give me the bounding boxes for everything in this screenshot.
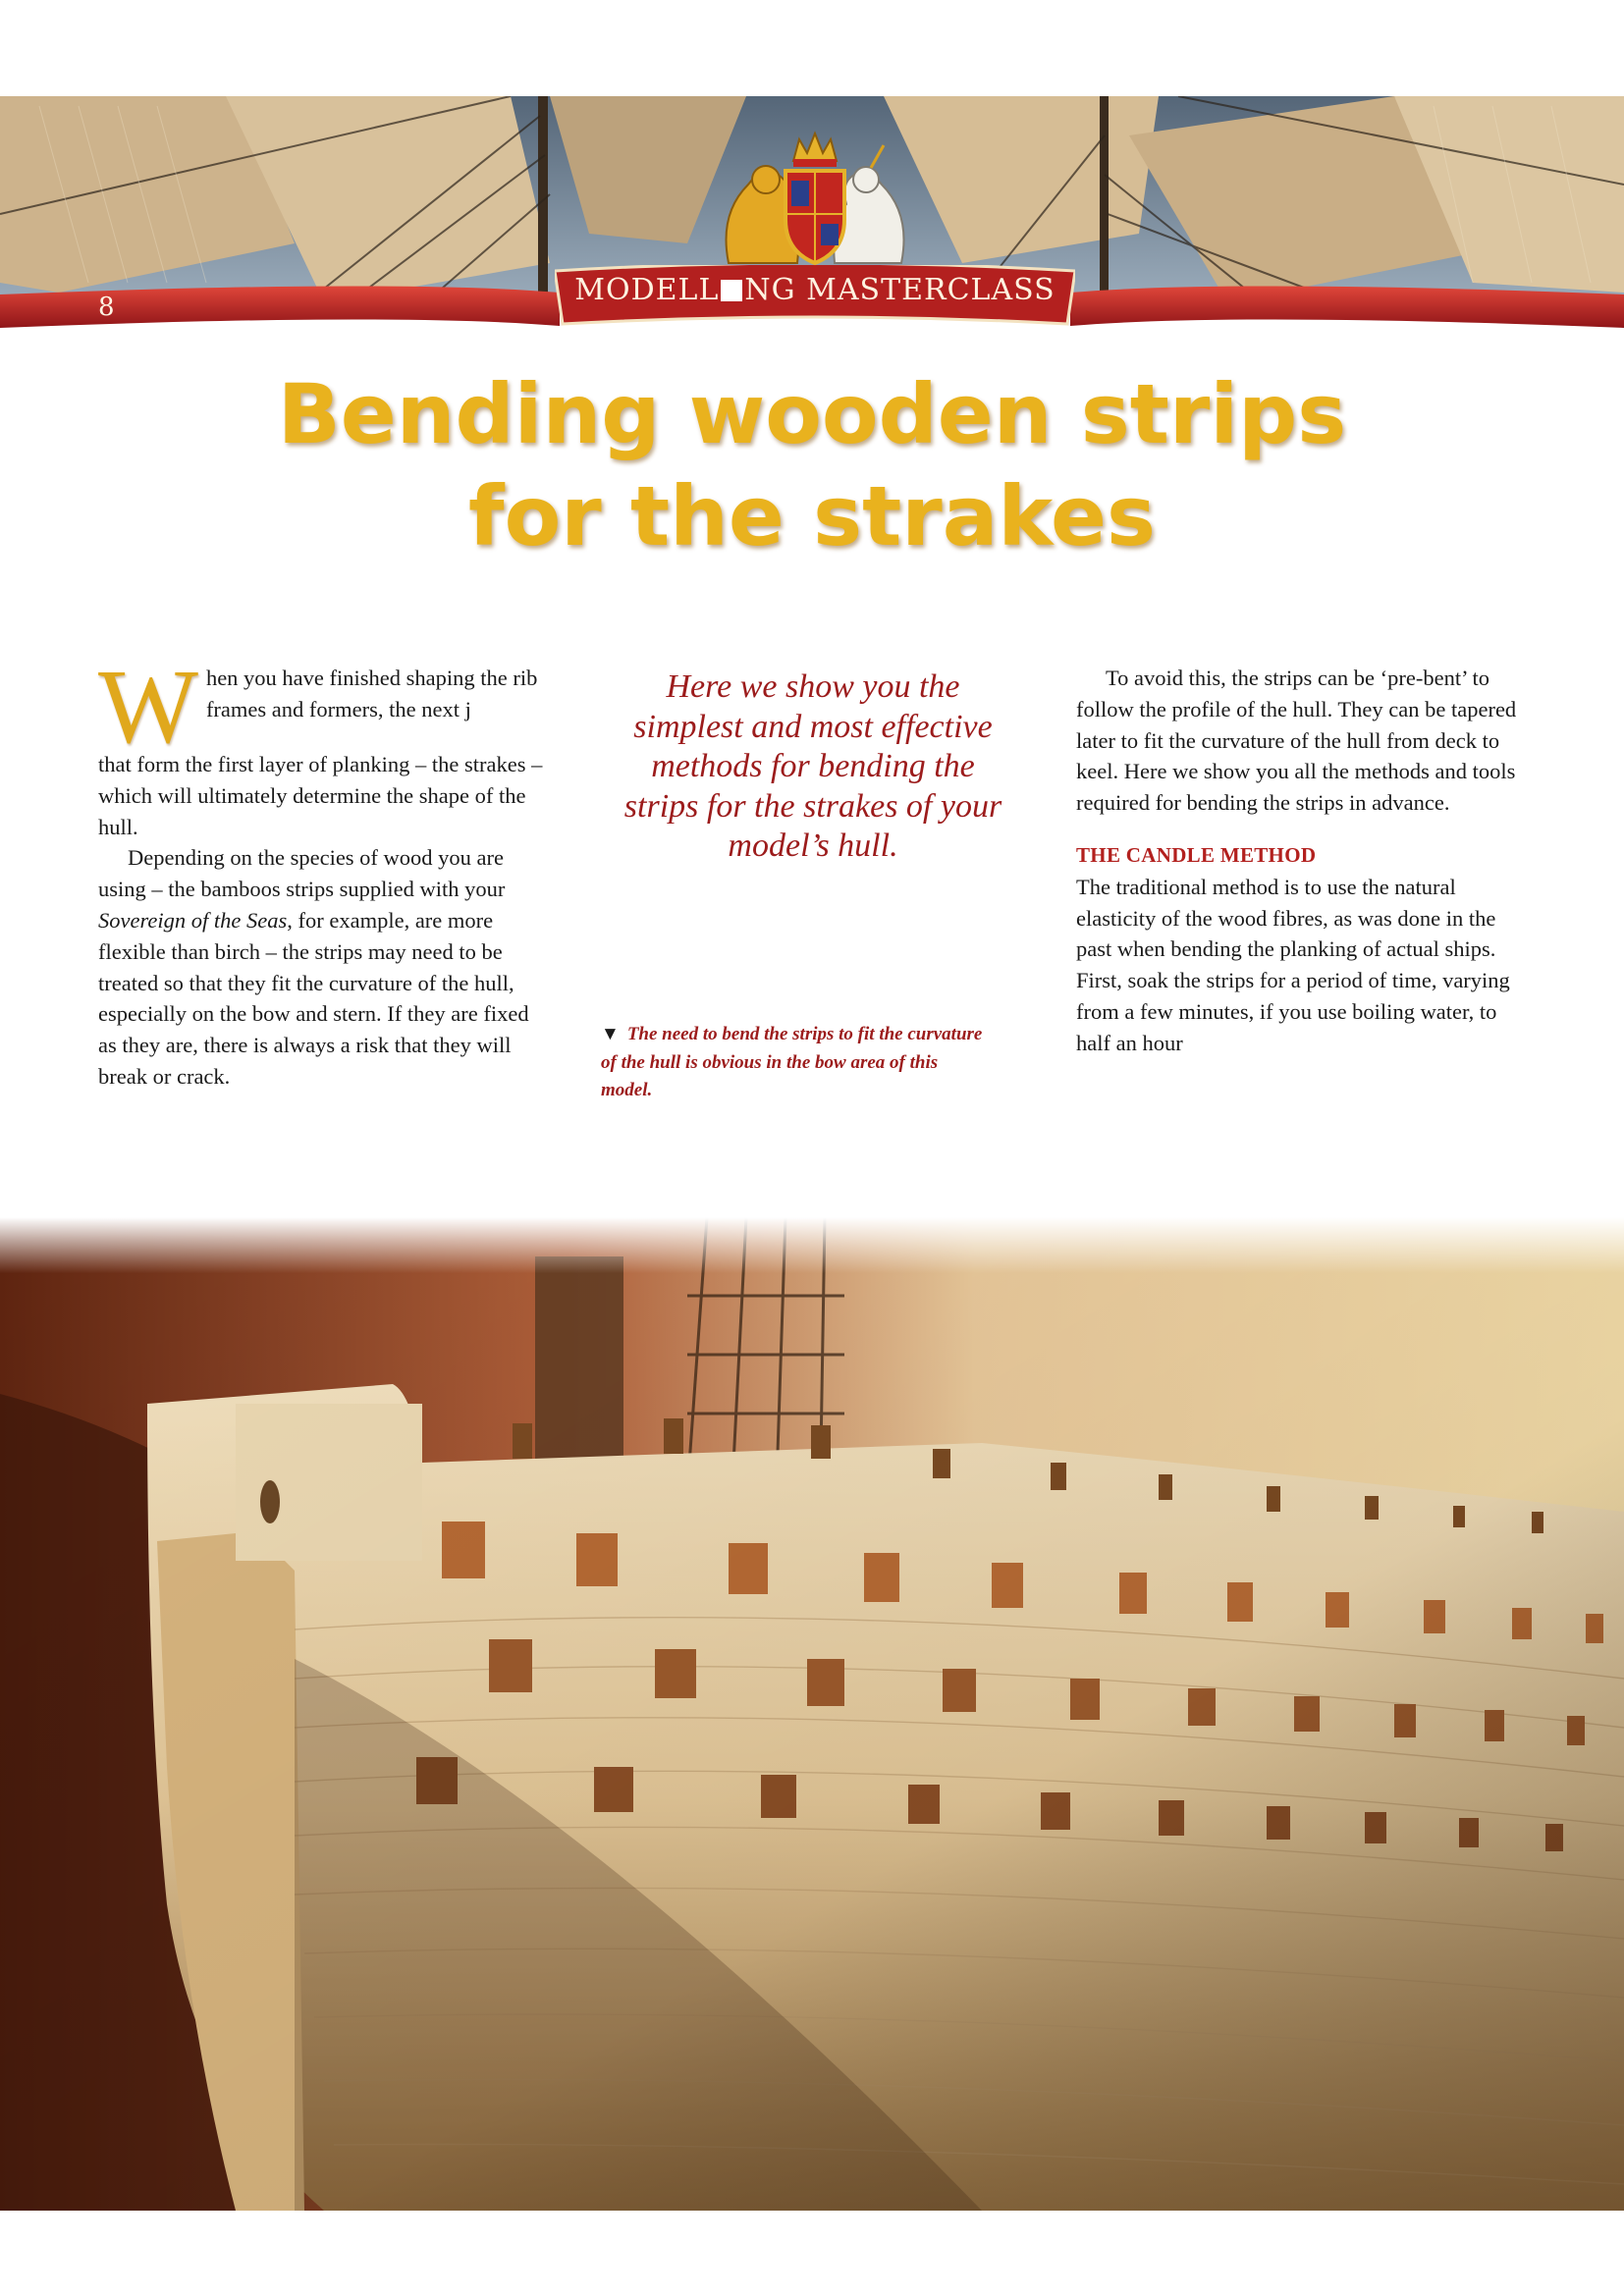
section-label-part2: NG MASTERCLASS: [744, 273, 1056, 307]
pull-quote: Here we show you the simplest and most effective methods for bending the strips for the strakes of your model’s hull.: [623, 668, 1002, 864]
subheading-candle-method: THE CANDLE METHOD: [1076, 842, 1317, 867]
section-tab: [555, 265, 1075, 330]
page-number: 8: [98, 293, 115, 322]
paragraph-candle: The traditional method is to use the natural elasticity of the wood fibres, as was done in the past when bending the planking of actual ships. First, soak the strips for a period of time, varying from a few minutes, if you use boiling water, to half an hour: [1076, 874, 1510, 1055]
section-label: [555, 273, 1075, 307]
caption-text: The need to bend the strips to fit the curvature of the hull is obvious in the bow area of this model.: [601, 1024, 983, 1100]
intro-paragraph: [98, 649, 552, 766]
left-column: [98, 649, 552, 1093]
model-name: Sovereign of the Seas: [98, 907, 288, 933]
title-line-1: Bending wooden strips: [277, 366, 1347, 462]
header-banner: [0, 96, 1624, 332]
intro-text: hen you have finished shaping the rib frames and formers, the next j: [205, 666, 538, 721]
triangle-down-icon: ▼: [601, 1024, 620, 1044]
intro-continuation: that form the first layer of planking – the strakes – which will ultimately determine the shape of the hull.: [98, 752, 543, 839]
paragraph-species-b: , for example, are more flexible than birch – the strips may need to be treated so that they fit the curvature of the hull, especially on the bow and stern. If they are fixed as they are, there is always a risk that they will break or crack.: [98, 907, 529, 1089]
right-column: [1076, 663, 1536, 1059]
ship-hull-photo: [0, 1217, 1624, 2211]
photo-caption: [601, 1021, 984, 1105]
paragraph-prebent: To avoid this, the strips can be ‘pre-bent’ to follow the profile of the hull. They can be tapered later to fit the curvature of the hull from deck to keel. Here we show you all the methods and tools required for bending the strips in advance.: [1076, 666, 1517, 816]
section-label-gap: [721, 280, 742, 301]
title-line-2: for the strakes: [468, 468, 1156, 564]
paragraph-species: [98, 842, 552, 1092]
royal-coat-of-arms-icon: [709, 126, 921, 273]
drop-cap: W: [98, 649, 198, 766]
section-label-part1: MODELL: [574, 273, 720, 307]
article-title: [236, 363, 1388, 567]
paragraph-species-a: Depending on the species of wood you are using – the bamboos strips supplied with your: [98, 845, 506, 902]
